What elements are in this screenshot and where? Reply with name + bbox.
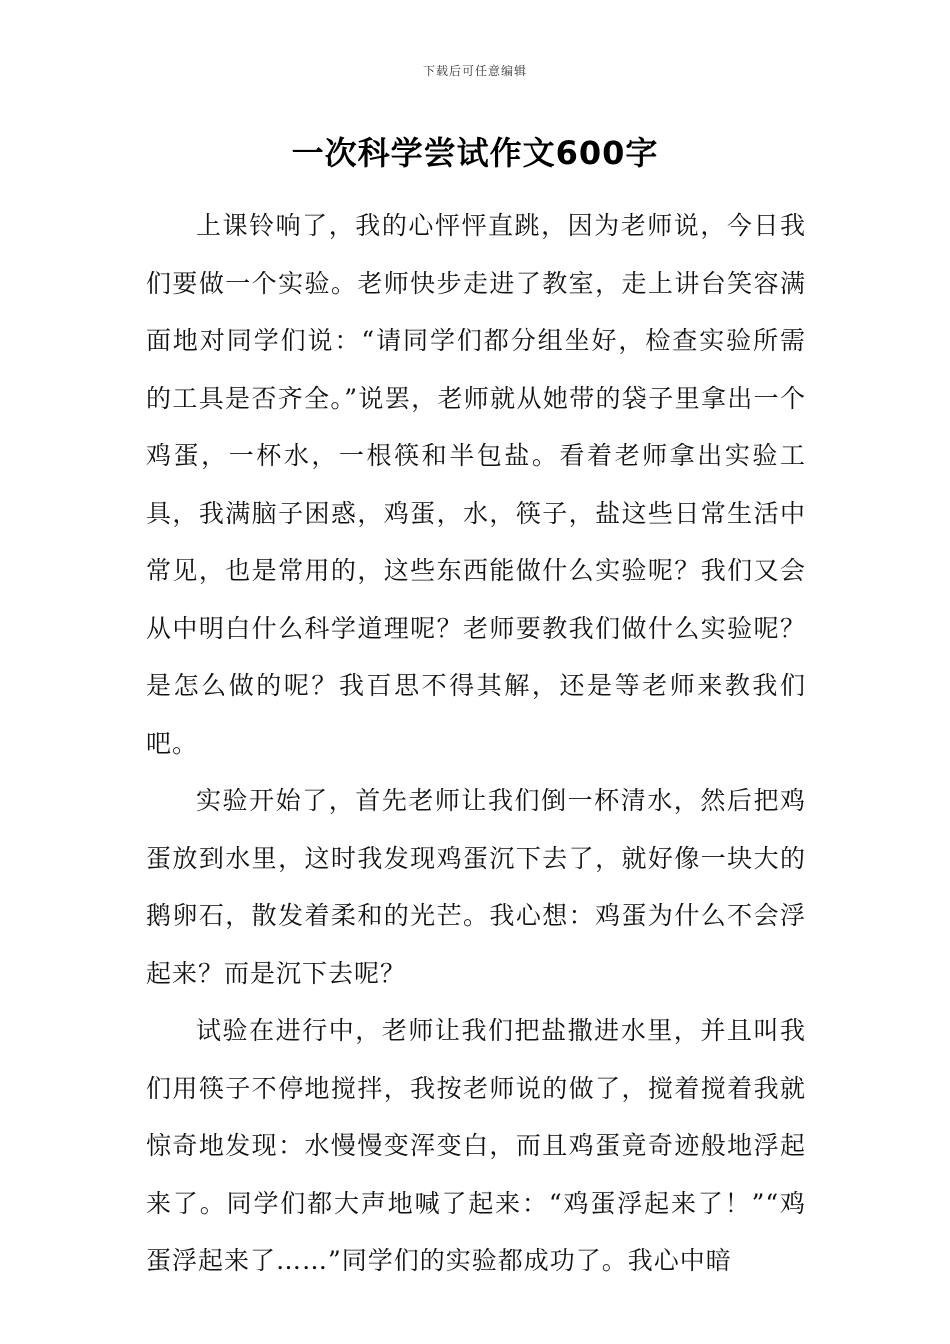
paragraph: 实验开始了，首先老师让我们倒一杯清水，然后把鸡蛋放到水里，这时我发现鸡蛋沉下去了，就好像一块大的鹅卵石，散发着柔和的光芒。我心想：鸡蛋为什么不会浮起来？而是沉下去呢？	[146, 786, 806, 988]
paragraph: 上课铃响了，我的心怦怦直跳，因为老师说，今日我们要做一个实验。老师快步走进了教室，走上讲台笑容满面地对同学们说：“请同学们都分组坐好，检查实验所需的工具是否齐全。”说罢，老师就从她带的袋子里拿出一个鸡蛋，一杯水，一根筷和半包盐。看着老师拿出实验工具，我满脑子困惑，鸡蛋，水，筷子，盐这些日常生活中常见，也是常用的，这些东西能做什么实验呢？我们又会从中明白什么科学道理呢？老师要教我们做什么实验呢？是怎么做的呢？我百思不得其解，还是等老师来教我们吧。	[146, 211, 806, 758]
document-title: 一次科学尝试作文600字	[291, 134, 659, 172]
document-body	[146, 197, 806, 1290]
paragraph: 试验在进行中，老师让我们把盐撒进水里，并且叫我们用筷子不停地搅拌，我按老师说的做了，搅着搅着我就惊奇地发现：水慢慢变浑变白，而且鸡蛋竟奇迹般地浮起来了。同学们都大声地喊了起来：“鸡蛋浮起来了！”“鸡蛋浮起来了……”同学们的实验都成功了。我心中暗	[146, 1016, 806, 1275]
header-note: 下载后可任意编辑	[422, 64, 527, 78]
